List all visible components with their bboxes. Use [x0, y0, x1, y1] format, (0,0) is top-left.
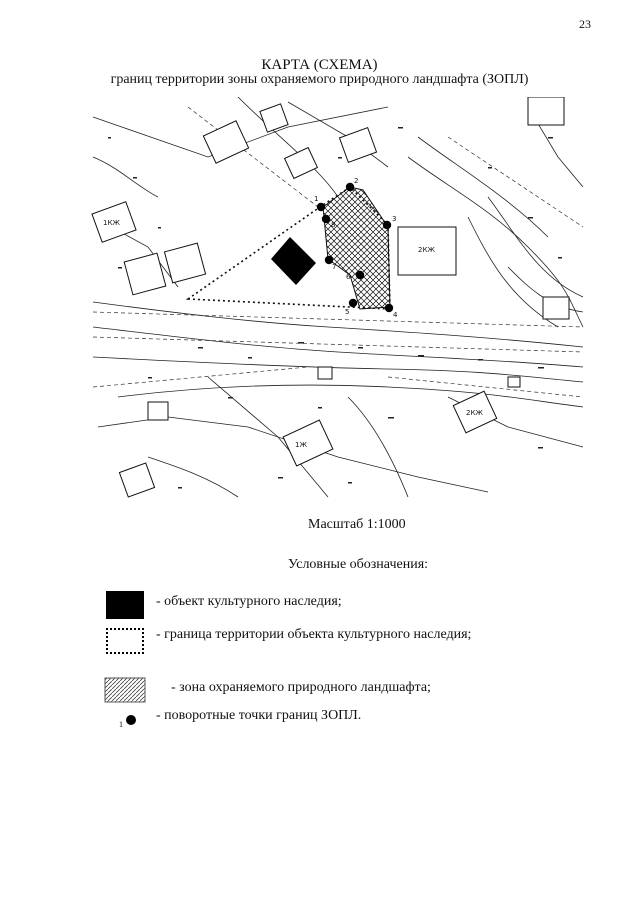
page-number: 23 [579, 17, 591, 31]
legend-label-heritage-object: - объект культурного наследия; [156, 594, 342, 609]
map-noise-marks [108, 127, 562, 489]
turning-point-6 [356, 271, 364, 279]
legend-dotted-rectangle-icon [106, 628, 144, 654]
turning-point-1 [317, 203, 325, 211]
turning-point-8 [322, 215, 330, 223]
building-label-1: 2КЖ [418, 246, 435, 254]
legend-black-square-icon [106, 591, 144, 619]
legend-item-protected-zone [100, 677, 600, 707]
building-label-4: 1Ж [295, 441, 307, 449]
legend-label-protected-zone: - зона охраняемого природного ландшафта; [171, 680, 431, 695]
legend-item-heritage-object [100, 591, 600, 621]
map-scale: Масштаб 1:1000 [308, 517, 406, 532]
turning-point-4 [385, 304, 393, 312]
turning-point-5 [349, 299, 357, 307]
legend-point-icon [126, 715, 136, 725]
turning-point-label-7: 7 [332, 263, 337, 271]
building-label-3: 2КЖ [466, 409, 483, 417]
turning-point-3 [383, 221, 391, 229]
legend-item-heritage-boundary [100, 626, 620, 656]
turning-point-label-3: 3 [392, 215, 397, 223]
neighbor-buildings [92, 97, 569, 497]
turning-point-label-4: 4 [393, 311, 398, 319]
cadastral-map [88, 97, 588, 499]
legend-title: Условные обозначения: [288, 557, 429, 572]
turning-point-label-8: 8 [331, 221, 336, 229]
map-title: КАРТА (СХЕМА) [261, 57, 378, 73]
legend-label-heritage-boundary: - граница территории объекта культурного наследия; [156, 627, 472, 642]
turning-point-2 [346, 183, 354, 191]
legend-point-number: 1 [119, 720, 123, 729]
legend-hatched-rectangle-icon [104, 677, 146, 703]
legend-item-turning-points [100, 708, 600, 738]
map-subtitle: границ территории зоны охраняемого природного ландшафта (ЗОПЛ) [110, 72, 529, 87]
heritage-object [271, 237, 316, 285]
protected-landscape-zone [323, 187, 390, 309]
legend-label-turning-points: - поворотные точки границ ЗОПЛ. [156, 708, 362, 723]
turning-point-label-5: 5 [345, 308, 350, 316]
building-label-2: 1КЖ [103, 219, 120, 227]
turning-point-label-6: 6 [346, 273, 351, 281]
turning-point-label-1: 1 [314, 195, 319, 203]
turning-point-label-2: 2 [354, 177, 359, 185]
